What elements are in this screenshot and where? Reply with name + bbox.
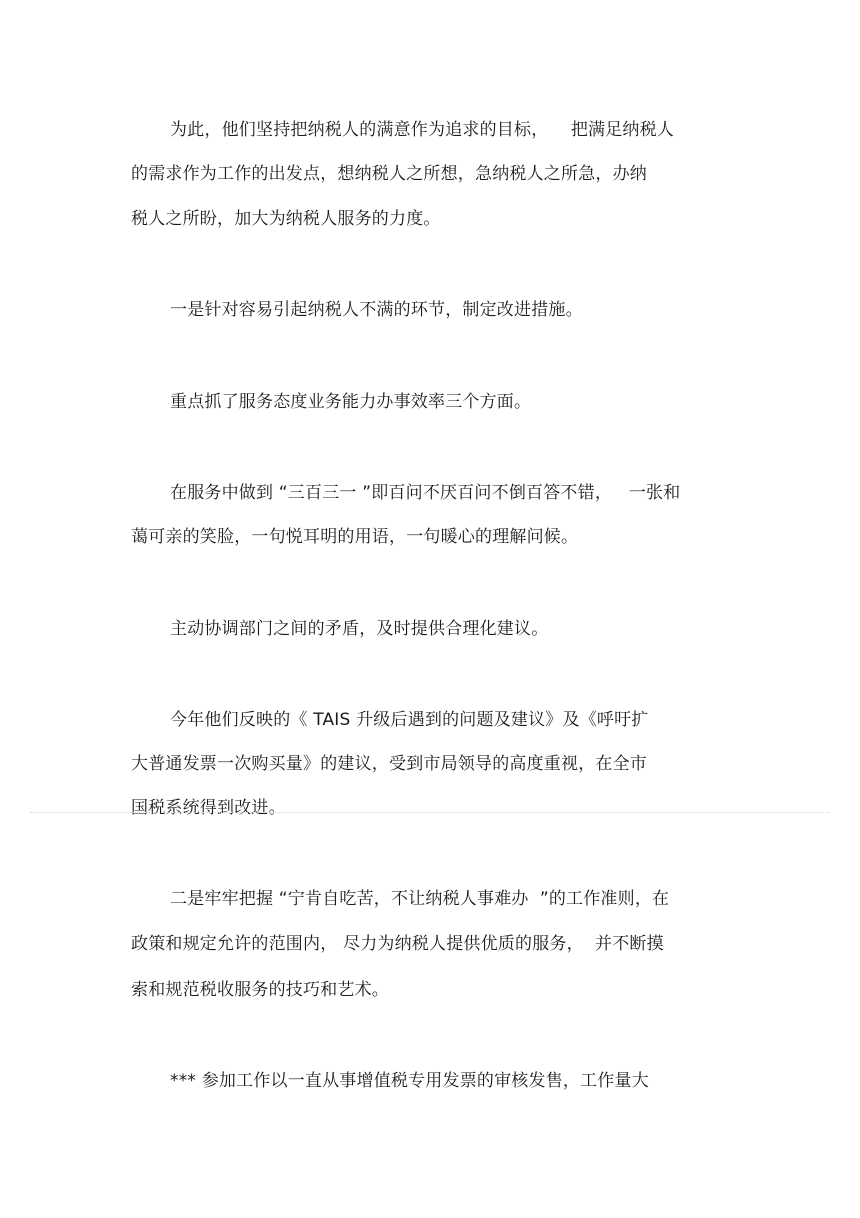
page-break-divider (30, 812, 830, 813)
paragraph-6-line-1: 今年他们反映的《 TAIS 升级后遇到的问题及建议》及《呼吁扩 (170, 710, 649, 730)
paragraph-6-line-2: 大普通发票一次购买量》的建议，受到市局领导的高度重视，在全市 (131, 754, 647, 774)
paragraph-4-line-1: 在服务中做到 “三百三一 ”即百问不厌百问不倒百答不错， 一张和 (170, 483, 681, 503)
paragraph-2-line-1: 一是针对容易引起纳税人不满的环节，制定改进措施。 (170, 300, 583, 320)
paragraph-7-line-2: 政策和规定允许的范围内， 尽力为纳税人提供优质的服务， 并不断摸 (131, 934, 664, 954)
paragraph-6-line-3: 国税系统得到改进。 (131, 798, 286, 818)
paragraph-1-line-3: 税人之所盼，加大为纳税人服务的力度。 (131, 209, 441, 229)
paragraph-8-line-1: *** 参加工作以一直从事增值税专用发票的审核发售，工作量大 (170, 1071, 649, 1091)
paragraph-1-line-2: 的需求作为工作的出发点，想纳税人之所想，急纳税人之所急，办纳 (131, 164, 647, 184)
paragraph-4-line-2: 蔼可亲的笑脸，一句悦耳明的用语，一句暖心的理解问候。 (131, 527, 579, 547)
paragraph-7-line-1: 二是牢牢把握 “宁肯自吃苦，不让纳税人事难办 ”的工作准则，在 (170, 889, 670, 909)
paragraph-3-line-1: 重点抓了服务态度业务能力办事效率三个方面。 (170, 392, 532, 412)
paragraph-1-line-1: 为此，他们坚持把纳税人的满意作为追求的目标， 把满足纳税人 (170, 120, 675, 140)
paragraph-7-line-3: 索和规范税收服务的技巧和艺术。 (131, 980, 389, 1000)
paragraph-5-line-1: 主动协调部门之间的矛盾，及时提供合理化建议。 (170, 619, 549, 639)
